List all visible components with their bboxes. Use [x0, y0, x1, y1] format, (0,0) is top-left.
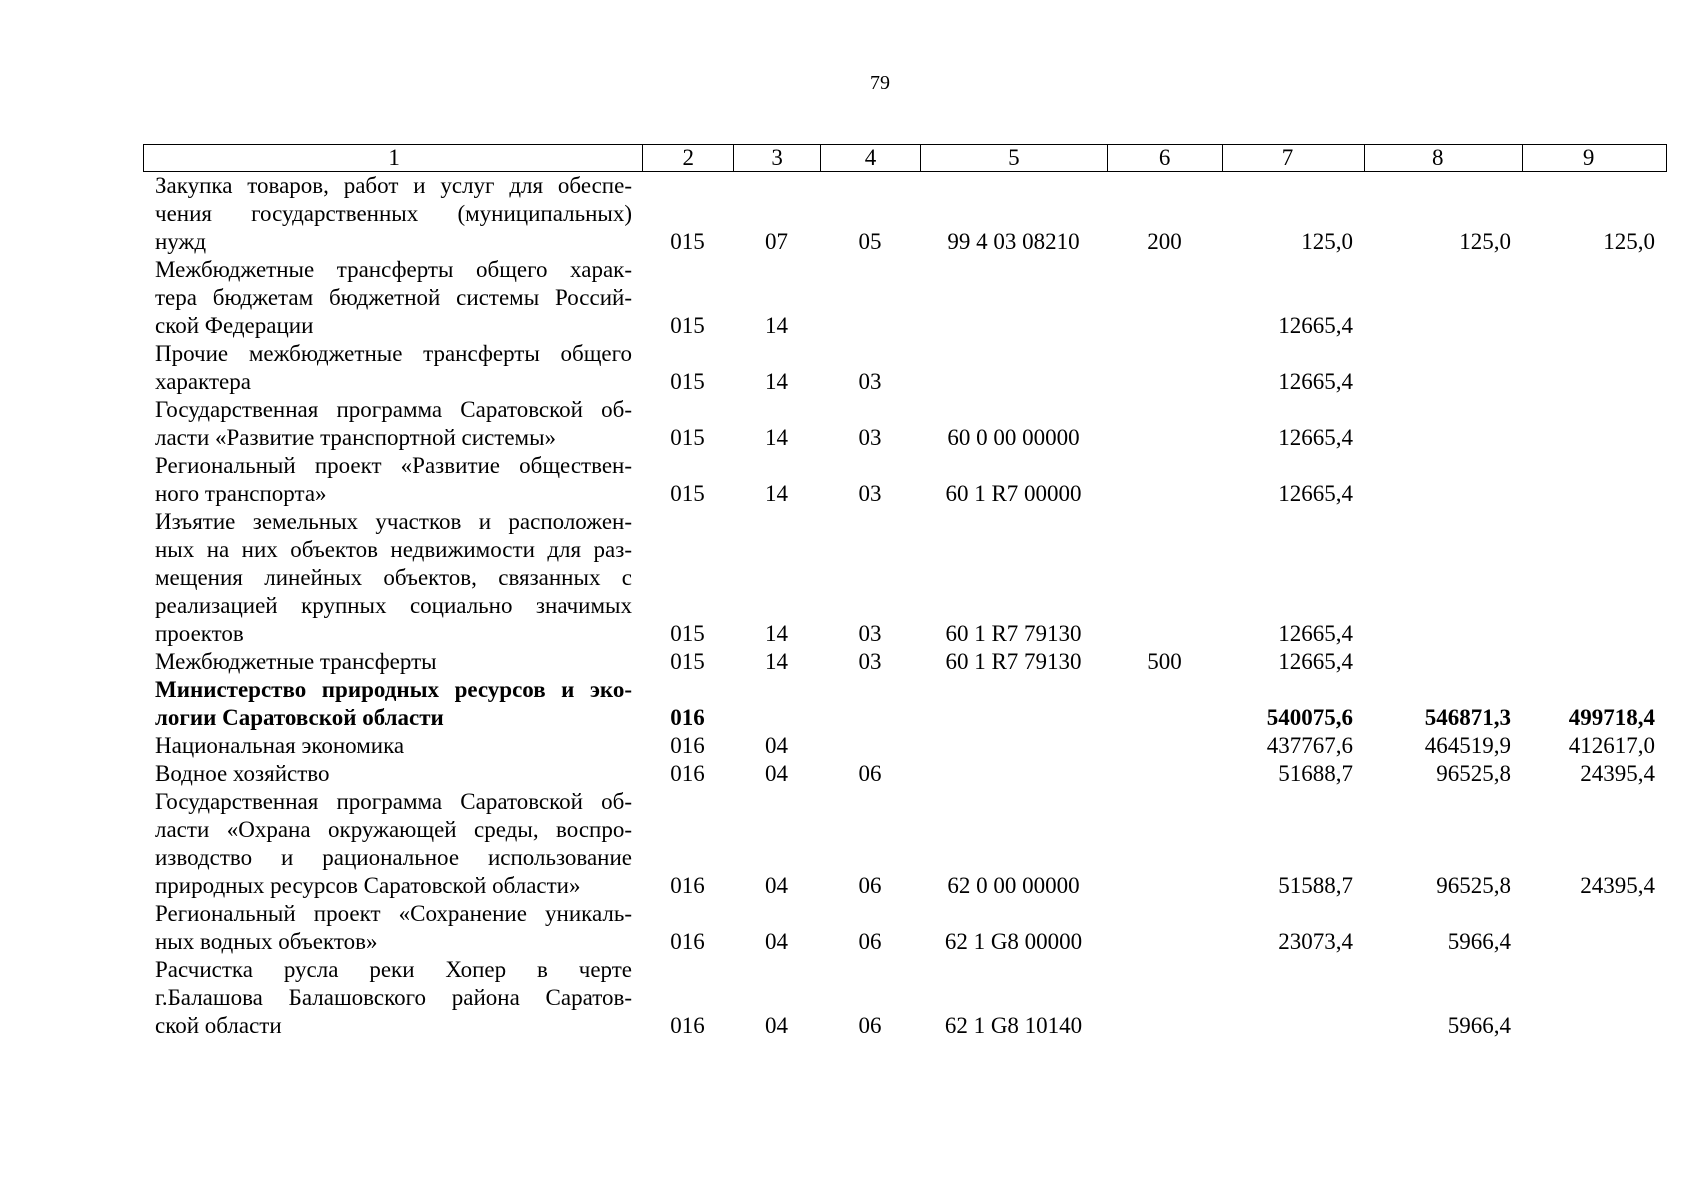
cell-value: 015 — [670, 369, 705, 394]
cell-value: 96525,8 — [1436, 761, 1511, 786]
row-name-cell — [143, 340, 642, 396]
row-name-line: Государственная программа Саратовской об- — [155, 397, 632, 422]
row-cell-c2 — [642, 760, 733, 788]
row-cell-c4 — [820, 676, 920, 732]
row-cell-c2 — [642, 256, 733, 340]
row-name-cell — [143, 508, 642, 648]
page-number: 79 — [870, 72, 890, 94]
row-name-cell — [143, 956, 642, 1040]
cell-value: 05 — [858, 229, 882, 254]
row-cell-c5 — [920, 340, 1107, 396]
row-cell-c2 — [642, 676, 733, 732]
row-name-line: чения государственных (муниципальных) — [155, 201, 632, 226]
cell-value: 016 — [670, 873, 705, 898]
header-cell: 5 — [920, 145, 1107, 171]
row-cell-c9 — [1523, 256, 1667, 340]
row-name-line: ласти «Охрана окружающей среды, воспро- — [155, 817, 632, 842]
row-name-line: Межбюджетные трансферты общего харак- — [155, 257, 632, 282]
row-cell-c8 — [1365, 452, 1523, 508]
row-cell-c8 — [1365, 676, 1523, 732]
row-cell-c8 — [1365, 508, 1523, 648]
row-cell-c3 — [733, 900, 820, 956]
cell-value: 06 — [858, 1013, 882, 1038]
row-cell-c7 — [1222, 900, 1365, 956]
row-name-cell — [143, 760, 642, 788]
header-cell: 2 — [642, 145, 733, 171]
row-name-line: ного транспорта» — [155, 481, 327, 506]
row-cell-c6 — [1107, 760, 1222, 788]
row-name-line: г.Балашова Балашовского района Саратов- — [155, 985, 632, 1010]
row-cell-c9 — [1523, 396, 1667, 452]
row-name-line: Межбюджетные трансферты — [155, 649, 437, 674]
row-name-cell — [143, 900, 642, 956]
cell-value: 62 1 G8 10140 — [944, 1013, 1083, 1038]
header-cell: 3 — [733, 145, 820, 171]
row-name-line: характера — [155, 369, 251, 394]
row-cell-c5 — [920, 396, 1107, 452]
row-cell-c6 — [1107, 900, 1222, 956]
cell-value: 03 — [858, 481, 882, 506]
row-cell-c6 — [1107, 396, 1222, 452]
cell-value: 125,0 — [1459, 229, 1511, 254]
header-cell: 4 — [820, 145, 920, 171]
row-cell-c9 — [1523, 760, 1667, 788]
row-cell-c5 — [920, 508, 1107, 648]
row-cell-c8 — [1365, 340, 1523, 396]
cell-value: 03 — [858, 621, 882, 646]
cell-value: 500 — [1147, 649, 1182, 674]
row-cell-c7 — [1222, 648, 1365, 676]
row-cell-c3 — [733, 256, 820, 340]
row-cell-c7 — [1222, 172, 1365, 256]
table-row — [143, 648, 1667, 676]
cell-value: 23073,4 — [1278, 929, 1353, 954]
row-cell-c3 — [733, 452, 820, 508]
row-name-cell — [143, 648, 642, 676]
cell-value: 51688,7 — [1278, 761, 1353, 786]
row-cell-c3 — [733, 172, 820, 256]
cell-value: 5966,4 — [1447, 929, 1511, 954]
row-cell-c5 — [920, 760, 1107, 788]
row-name-line: тера бюджетам бюджетной системы Россий- — [155, 285, 632, 310]
row-name-line: Министерство природных ресурсов и эко- — [155, 677, 632, 702]
cell-value: 60 1 R7 00000 — [945, 481, 1082, 506]
row-cell-c5 — [920, 256, 1107, 340]
row-cell-c6 — [1107, 172, 1222, 256]
cell-value: 14 — [765, 621, 788, 646]
row-name-line: ных водных объектов» — [155, 929, 378, 954]
cell-value: 24395,4 — [1580, 873, 1655, 898]
row-name-line: Закупка товаров, работ и услуг для обеспе- — [155, 173, 632, 198]
cell-value: 04 — [765, 1013, 788, 1038]
row-cell-c5 — [920, 732, 1107, 760]
cell-value: 015 — [670, 425, 705, 450]
row-cell-c9 — [1523, 956, 1667, 1040]
row-cell-c4 — [820, 732, 920, 760]
row-cell-c9 — [1523, 676, 1667, 732]
row-cell-c2 — [642, 732, 733, 760]
cell-value: 14 — [765, 313, 788, 338]
row-cell-c4 — [820, 760, 920, 788]
row-cell-c8 — [1365, 396, 1523, 452]
row-cell-c8 — [1365, 956, 1523, 1040]
row-name-line: проектов — [155, 621, 244, 646]
row-cell-c9 — [1523, 452, 1667, 508]
row-cell-c2 — [642, 172, 733, 256]
cell-value: 015 — [670, 313, 705, 338]
cell-value: 125,0 — [1603, 229, 1655, 254]
cell-value: 125,0 — [1301, 229, 1353, 254]
row-cell-c5 — [920, 172, 1107, 256]
cell-value: 540075,6 — [1266, 705, 1353, 730]
table-row — [143, 396, 1667, 452]
row-cell-c2 — [642, 396, 733, 452]
cell-value: 016 — [670, 705, 705, 730]
row-cell-c6 — [1107, 340, 1222, 396]
row-name-cell — [143, 788, 642, 900]
cell-value: 14 — [765, 481, 788, 506]
row-cell-c8 — [1365, 648, 1523, 676]
row-cell-c4 — [820, 256, 920, 340]
cell-value: 99 4 03 08210 — [947, 229, 1080, 254]
row-cell-c9 — [1523, 648, 1667, 676]
row-name-line: ской Федерации — [155, 313, 314, 338]
table-body — [143, 172, 1667, 1040]
cell-value: 12665,4 — [1278, 481, 1353, 506]
row-name-cell — [143, 732, 642, 760]
cell-value: 51588,7 — [1278, 873, 1353, 898]
row-name-cell — [143, 172, 642, 256]
row-cell-c2 — [642, 340, 733, 396]
cell-value: 016 — [670, 761, 705, 786]
row-cell-c4 — [820, 788, 920, 900]
row-cell-c8 — [1365, 760, 1523, 788]
row-cell-c7 — [1222, 732, 1365, 760]
cell-value: 437767,6 — [1266, 733, 1353, 758]
cell-value: 04 — [765, 733, 788, 758]
cell-value: 14 — [765, 425, 788, 450]
row-name-line: нужд — [155, 229, 207, 254]
cell-value: 016 — [670, 1013, 705, 1038]
row-name-line: изводство и рациональное использование — [155, 845, 632, 870]
row-cell-c6 — [1107, 732, 1222, 760]
row-cell-c3 — [733, 788, 820, 900]
cell-value: 12665,4 — [1278, 425, 1353, 450]
table-row — [143, 340, 1667, 396]
table-row — [143, 172, 1667, 256]
row-cell-c5 — [920, 788, 1107, 900]
row-cell-c7 — [1222, 256, 1365, 340]
row-cell-c9 — [1523, 340, 1667, 396]
row-cell-c3 — [733, 648, 820, 676]
row-name-cell — [143, 676, 642, 732]
row-cell-c4 — [820, 648, 920, 676]
row-name-line: Водное хозяйство — [155, 761, 330, 786]
row-cell-c6 — [1107, 956, 1222, 1040]
row-name-line: Региональный проект «Развитие обществен- — [155, 453, 632, 478]
cell-value: 464519,9 — [1424, 733, 1511, 758]
cell-value: 06 — [858, 761, 882, 786]
row-cell-c2 — [642, 788, 733, 900]
header-cell: 1 — [388, 145, 400, 170]
table-row — [143, 956, 1667, 1040]
row-cell-c7 — [1222, 508, 1365, 648]
row-cell-c7 — [1222, 760, 1365, 788]
row-cell-c3 — [733, 676, 820, 732]
cell-value: 14 — [765, 649, 788, 674]
row-cell-c2 — [642, 900, 733, 956]
table-row — [143, 508, 1667, 648]
row-cell-c7 — [1222, 396, 1365, 452]
cell-value: 60 1 R7 79130 — [945, 621, 1082, 646]
cell-value: 015 — [670, 481, 705, 506]
budget-table — [143, 144, 1667, 1040]
row-cell-c7 — [1222, 676, 1365, 732]
cell-value: 412617,0 — [1568, 733, 1655, 758]
row-cell-c9 — [1523, 172, 1667, 256]
row-cell-c4 — [820, 340, 920, 396]
cell-value: 04 — [765, 873, 788, 898]
row-cell-c6 — [1107, 648, 1222, 676]
row-cell-c9 — [1523, 900, 1667, 956]
cell-value: 03 — [858, 369, 882, 394]
row-cell-c9 — [1523, 788, 1667, 900]
table-row — [143, 760, 1667, 788]
cell-value: 60 0 00 00000 — [947, 425, 1080, 450]
row-cell-c3 — [733, 956, 820, 1040]
cell-value: 62 1 G8 00000 — [944, 929, 1083, 954]
row-cell-c2 — [642, 956, 733, 1040]
table-row — [143, 452, 1667, 508]
cell-value: 5966,4 — [1447, 1013, 1511, 1038]
cell-value: 546871,3 — [1424, 705, 1511, 730]
table-row — [143, 676, 1667, 732]
cell-value: 14 — [765, 369, 788, 394]
table-row — [143, 900, 1667, 956]
cell-value: 03 — [858, 649, 882, 674]
row-name-line: Прочие межбюджетные трансферты общего — [155, 341, 632, 366]
row-name-line: мещения линейных объектов, связанных с — [155, 565, 632, 590]
cell-value: 06 — [858, 873, 882, 898]
row-cell-c4 — [820, 172, 920, 256]
row-name-line: Изъятие земельных участков и расположен- — [155, 509, 632, 534]
cell-value: 03 — [858, 425, 882, 450]
cell-value: 12665,4 — [1278, 369, 1353, 394]
row-name-line: логии Саратовской области — [155, 705, 444, 730]
cell-value: 04 — [765, 929, 788, 954]
header-cell: 6 — [1107, 145, 1222, 171]
header-cell: 9 — [1522, 145, 1666, 171]
row-cell-c2 — [642, 648, 733, 676]
row-cell-c9 — [1523, 732, 1667, 760]
cell-value: 015 — [670, 229, 705, 254]
row-cell-c3 — [733, 732, 820, 760]
row-cell-c9 — [1523, 508, 1667, 648]
row-cell-c6 — [1107, 256, 1222, 340]
row-cell-c4 — [820, 900, 920, 956]
row-name-cell — [143, 396, 642, 452]
row-cell-c5 — [920, 676, 1107, 732]
header-cell: 7 — [1222, 145, 1365, 171]
cell-value: 015 — [670, 621, 705, 646]
row-cell-c5 — [920, 452, 1107, 508]
cell-value: 12665,4 — [1278, 649, 1353, 674]
cell-value: 12665,4 — [1278, 621, 1353, 646]
row-name-line: Государственная программа Саратовской об- — [155, 789, 632, 814]
row-cell-c7 — [1222, 452, 1365, 508]
cell-value: 016 — [670, 733, 705, 758]
row-cell-c8 — [1365, 256, 1523, 340]
row-name-line: Региональный проект «Сохранение уникаль- — [155, 901, 632, 926]
cell-value: 07 — [765, 229, 788, 254]
table-row — [143, 788, 1667, 900]
row-name-cell — [143, 452, 642, 508]
row-name-line: Национальная экономика — [155, 733, 405, 758]
row-name-cell — [143, 256, 642, 340]
row-cell-c7 — [1222, 788, 1365, 900]
row-cell-c4 — [820, 508, 920, 648]
row-cell-c8 — [1365, 732, 1523, 760]
row-cell-c3 — [733, 396, 820, 452]
row-name-line: реализацией крупных социально значимых — [155, 593, 632, 618]
cell-value: 96525,8 — [1436, 873, 1511, 898]
row-cell-c5 — [920, 648, 1107, 676]
row-cell-c5 — [920, 900, 1107, 956]
table-row — [143, 256, 1667, 340]
cell-value: 200 — [1147, 229, 1182, 254]
row-cell-c4 — [820, 956, 920, 1040]
cell-value: 12665,4 — [1278, 313, 1353, 338]
row-name-line: ской области — [155, 1013, 282, 1038]
row-cell-c8 — [1365, 900, 1523, 956]
row-cell-c6 — [1107, 508, 1222, 648]
row-cell-c4 — [820, 452, 920, 508]
row-cell-c3 — [733, 508, 820, 648]
row-cell-c6 — [1107, 452, 1222, 508]
row-cell-c2 — [642, 452, 733, 508]
header-cell: 8 — [1364, 145, 1522, 171]
row-cell-c7 — [1222, 956, 1365, 1040]
row-cell-c6 — [1107, 788, 1222, 900]
row-cell-c4 — [820, 396, 920, 452]
row-cell-c5 — [920, 956, 1107, 1040]
cell-value: 62 0 00 00000 — [947, 873, 1080, 898]
cell-value: 06 — [858, 929, 882, 954]
row-name-line: природных ресурсов Саратовской области» — [155, 873, 581, 898]
cell-value: 04 — [765, 761, 788, 786]
table-row — [143, 732, 1667, 760]
table-header — [143, 144, 1667, 172]
row-cell-c8 — [1365, 788, 1523, 900]
row-cell-c6 — [1107, 676, 1222, 732]
cell-value: 499718,4 — [1568, 705, 1655, 730]
row-name-line: Расчистка русла реки Хопер в черте — [155, 957, 632, 982]
row-cell-c2 — [642, 508, 733, 648]
row-name-line: ласти «Развитие транспортной системы» — [155, 425, 557, 450]
row-name-line: ных на них объектов недвижимости для раз- — [155, 537, 632, 562]
cell-value: 60 1 R7 79130 — [945, 649, 1082, 674]
cell-value: 016 — [670, 929, 705, 954]
cell-value: 015 — [670, 649, 705, 674]
row-cell-c3 — [733, 340, 820, 396]
row-cell-c7 — [1222, 340, 1365, 396]
row-cell-c8 — [1365, 172, 1523, 256]
cell-value: 24395,4 — [1580, 761, 1655, 786]
row-cell-c3 — [733, 760, 820, 788]
